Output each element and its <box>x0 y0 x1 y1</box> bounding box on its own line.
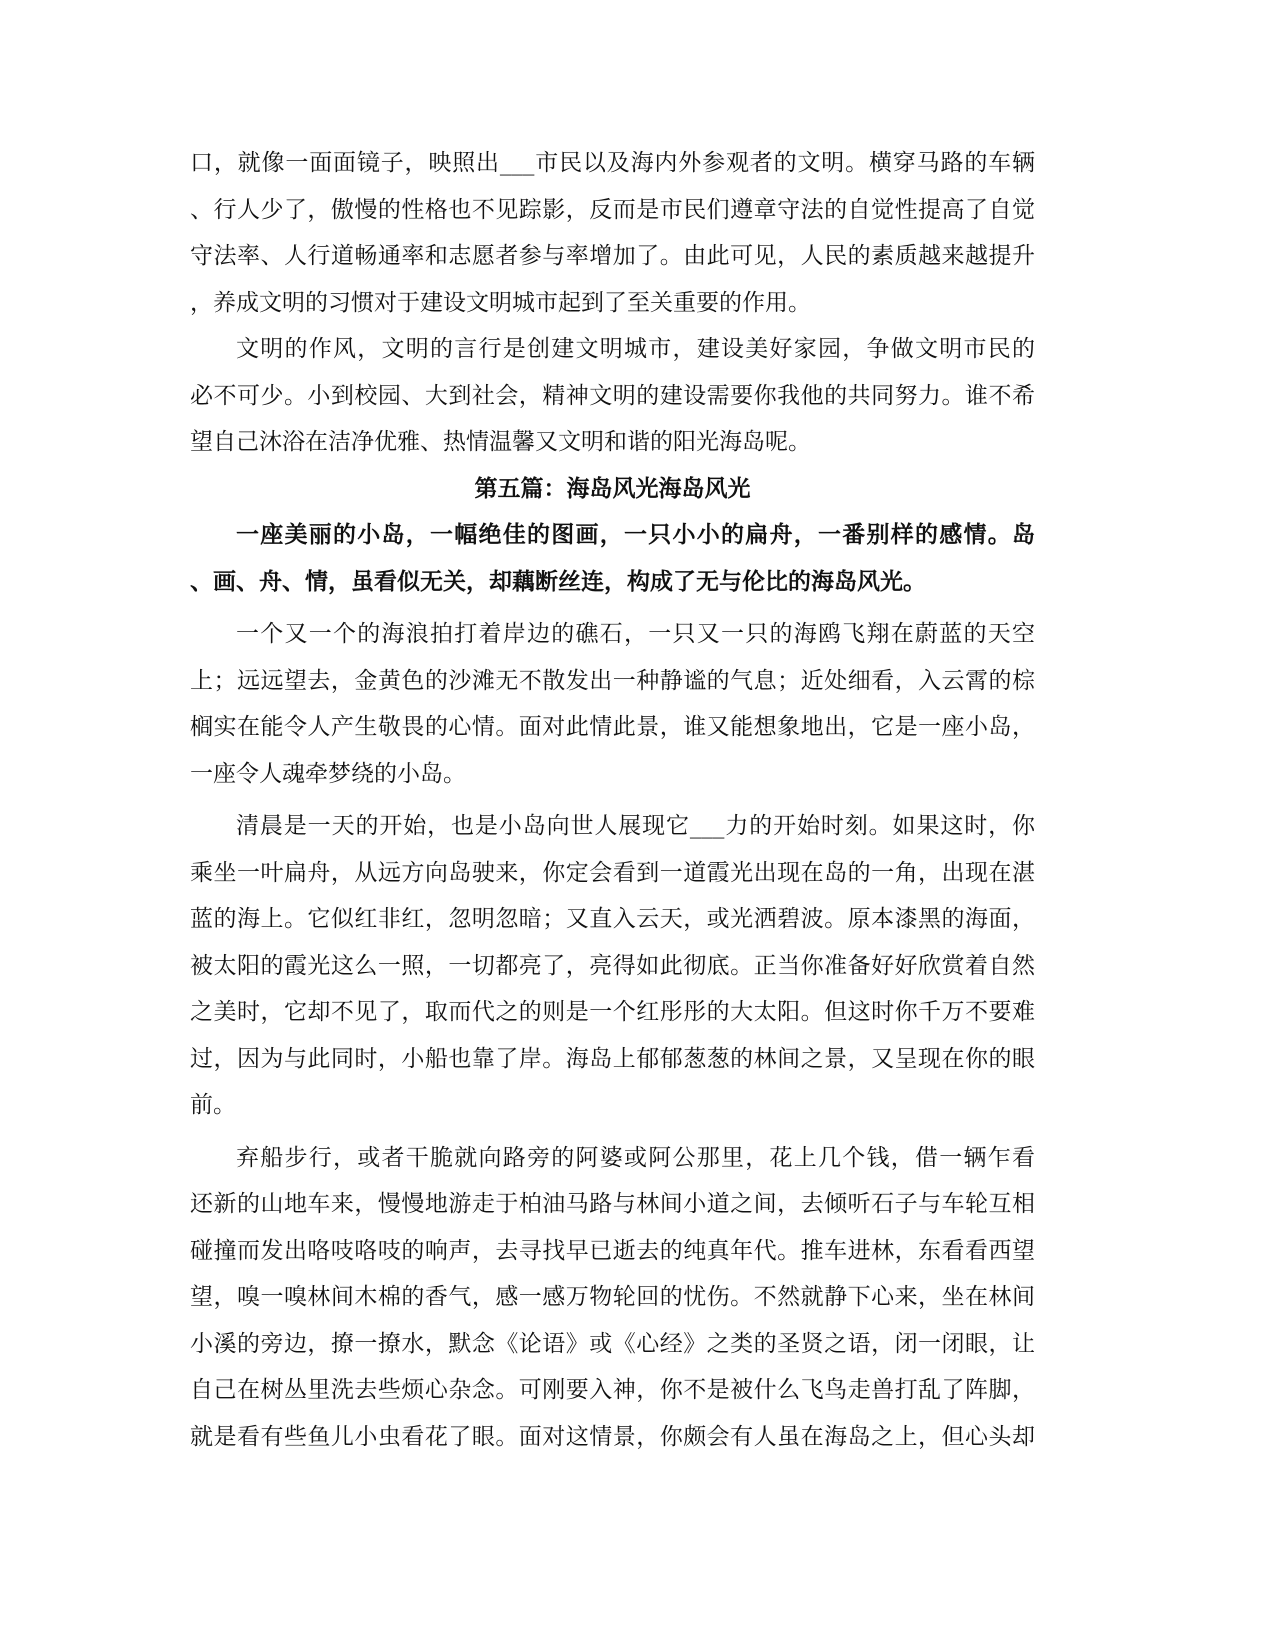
text-line: 口，就像一面面镜子，映照出___市民以及海内外参观者的文明。横穿马路的车辆 <box>190 150 1035 176</box>
text-line: 榈实在能令人产生敬畏的心情。面对此情此景，谁又能想象地出，它是一座小岛， <box>190 714 1035 740</box>
section-title: 第五篇：海岛风光海岛风光 <box>474 474 751 502</box>
text-line: 、画、舟、情，虽看似无关，却藕断丝连，构成了无与伦比的海岛风光。 <box>190 567 926 595</box>
paragraph-civic-mirror <box>190 140 1035 326</box>
text-line: 自己在树丛里洗去些烦心杂念。可刚要入神，你不是被什么飞鸟走兽打乱了阵脚， <box>190 1377 1035 1403</box>
text-line: 清晨是一天的开始，也是小岛向世人展现它___力的开始时刻。如果这时，你 <box>236 813 1035 839</box>
text-line: 一座美丽的小岛，一幅绝佳的图画，一只小小的扁舟，一番别样的感情。岛 <box>236 521 1035 548</box>
text-line: 上；远远望去，金黄色的沙滩无不散发出一种静谧的气息；近处细看，入云霄的棕 <box>190 667 1035 694</box>
text-line: 一个又一个的海浪拍打着岸边的礁石，一只又一只的海鸥飞翔在蔚蓝的天空 <box>236 621 1035 647</box>
text-line: 望自己沐浴在洁净优雅、热情温馨又文明和谐的阳光海岛呢。 <box>190 429 811 455</box>
paragraph-morning-glow <box>190 803 1035 1129</box>
section-heading <box>190 466 1035 513</box>
paragraph-civilized-conduct <box>190 326 1035 466</box>
text-line: 碰撞而发出咯吱咯吱的响声，去寻找早已逝去的纯真年代。推车进林，东看看西望 <box>190 1237 1035 1264</box>
text-line: 蓝的海上。它似红非红，忽明忽暗；又直入云天，或光洒碧波。原本漆黑的海面， <box>190 906 1035 932</box>
text-line: 前。 <box>190 1092 236 1118</box>
text-line: 守法率、人行道畅通率和志愿者参与率增加了。由此可见，人民的素质越来越提升 <box>190 243 1035 269</box>
text-line: 望，嗅一嗅林间木棉的香气，感一感万物轮回的忧伤。不然就静下心来，坐在林间 <box>190 1284 1035 1310</box>
text-line: 一座令人魂牵梦绕的小岛。 <box>190 760 466 787</box>
text-line: 之美时，它却不见了，取而代之的则是一个红彤彤的大太阳。但这时你千万不要难 <box>190 999 1035 1025</box>
text-line: 、行人少了，傲慢的性格也不见踪影，反而是市民们遵章守法的自觉性提高了自觉 <box>190 196 1035 223</box>
text-line: 还新的山地车来，慢慢地游走于柏油马路与林间小道之间，去倾听石子与车轮互相 <box>190 1191 1035 1217</box>
text-line: 被太阳的霞光这么一照，一切都亮了，亮得如此彻底。正当你准备好好欣赏着自然 <box>190 952 1035 979</box>
text-line: ，养成文明的习惯对于建设文明城市起到了至关重要的作用。 <box>190 289 811 316</box>
text-column <box>190 140 1035 1460</box>
text-line: 文明的作风，文明的言行是创建文明城市，建设美好家园，争做文明市民的 <box>236 336 1035 362</box>
paragraph-waves-and-gulls <box>190 611 1035 797</box>
paragraph-forest-walk <box>190 1135 1035 1461</box>
paragraph-intro-bold <box>190 512 1035 605</box>
text-line: 乘坐一叶扁舟，从远方向岛驶来，你定会看到一道霞光出现在岛的一角，出现在湛 <box>190 859 1035 886</box>
text-line: 必不可少。小到校园、大到社会，精神文明的建设需要你我他的共同努力。谁不希 <box>190 382 1035 409</box>
text-line: 小溪的旁边，撩一撩水，默念《论语》或《心经》之类的圣贤之语，闭一闭眼，让 <box>190 1330 1035 1357</box>
text-line: 过，因为与此同时，小船也靠了岸。海岛上郁郁葱葱的林间之景，又呈现在你的眼 <box>190 1045 1035 1072</box>
text-line: 就是看有些鱼儿小虫看花了眼。面对这情景，你颇会有人虽在海岛之上，但心头却 <box>190 1423 1035 1450</box>
text-line: 弃船步行，或者干脆就向路旁的阿婆或阿公那里，花上几个钱，借一辆乍看 <box>236 1144 1035 1171</box>
